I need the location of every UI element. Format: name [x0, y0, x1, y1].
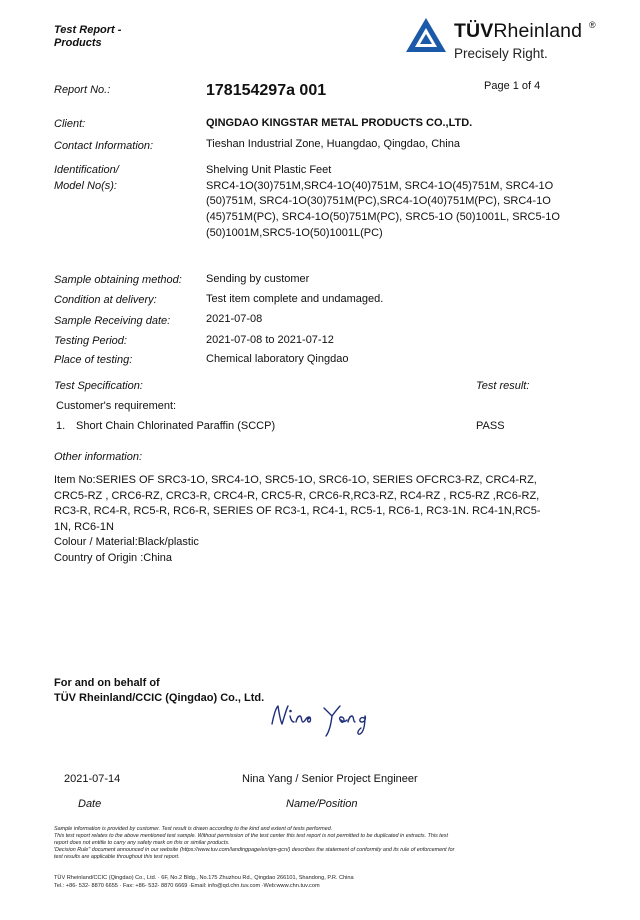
on-behalf-block: [54, 676, 264, 706]
receiving-date-label: Sample Receiving date:: [54, 315, 171, 327]
model-line: SRC4-1O(30)751M,SRC4-1O(40)751M, SRC4-1O(45)751M, SRC4-1O: [206, 179, 554, 192]
model-numbers: [206, 163, 578, 242]
sample-obtaining-value: Sending by customer: [206, 273, 310, 285]
identification-label: [54, 163, 194, 194]
other-info-line: Item No:SERIES OF SRC3-1O, SRC4-1O, SRC5-1O, SRC6-1O, SERIES OFCRC3-RZ, CRC4-RZ,: [54, 474, 537, 486]
product-name: Shelving Unit Plastic Feet: [206, 164, 332, 176]
footer-contact: Tel.: +86- 532- 8870 6655 · Fax: +86- 532- 8870 6669 ·Email: info@qd.chn.tuv.com ·Web:www.chn.tuv.com: [54, 882, 320, 889]
model-line: (50)751M, SRC4-1O(30)751M(PC),SRC4-1O(40)751M(PC), SRC4-1O: [206, 195, 551, 208]
handwritten-signature: [268, 700, 378, 740]
condition-value: Test item complete and undamaged.: [206, 293, 384, 305]
other-info-body: [54, 473, 574, 566]
other-info-line: 1N, RC6-1N: [54, 520, 114, 533]
sample-obtaining-label: Sample obtaining method:: [54, 274, 182, 286]
test-item-name: Short Chain Chlorinated Paraffin (SCCP): [76, 420, 276, 432]
testing-period-value: 2021-07-08 to 2021-07-12: [206, 334, 334, 346]
client-value: QINGDAO KINGSTAR METAL PRODUCTS CO.,LTD.: [206, 117, 473, 129]
customer-requirement: Customer's requirement:: [56, 400, 177, 412]
on-behalf-line2: TÜV Rheinland/CCIC (Qingdao) Co., Ltd.: [54, 692, 265, 704]
logo-brand-rest: Rheinland: [493, 20, 583, 42]
name-position-label: Name/Position: [286, 798, 358, 810]
test-result-label: Test result:: [476, 380, 530, 392]
contact-value: Tieshan Industrial Zone, Huangdao, Qingdao, China: [206, 138, 460, 150]
report-type-title: [54, 24, 174, 50]
identification-label-line1: Identification/: [54, 164, 119, 176]
disclaimer-line: Sample information is provided by customer. Test result is drawn according to the kind and extent of tests performed.: [54, 826, 333, 832]
other-info-line: Colour / Material:Black/plastic: [54, 536, 199, 548]
test-spec-label: Test Specification:: [54, 380, 143, 392]
logo-tagline: Precisely Right.: [454, 46, 548, 61]
place-of-testing-value: Chemical laboratory Qingdao: [206, 353, 349, 365]
other-info-label: Other information:: [54, 451, 143, 463]
logo-brand-bold: TÜV: [454, 20, 494, 42]
footer-address: TÜV Rheinland/CCIC (Qingdao) Co., Ltd. · 6F, No.2 Bldg., No.175 Zhuzhou Rd., Qingdao 266101, Shandong, P.R. China: [54, 875, 354, 881]
other-info-line: CRC5-RZ , CRC6-RZ, CRC3-R, CRC4-R, CRC5-R, CRC6-R,RC3-RZ, RC4-RZ , RC5-RZ ,RC6-RZ,: [54, 489, 540, 502]
signatory-name-value: Nina Yang / Senior Project Engineer: [242, 773, 418, 785]
date-label: Date: [78, 798, 102, 810]
disclaimer-line: This test report relates to the above mentioned test sample. Without permission of the test center this test report is not permitted to be duplicated in extracts. This test: [54, 833, 448, 839]
disclaimer-line: report does not entitle to carry any safety mark on this or similar products.: [54, 840, 230, 846]
tuv-triangle-icon: [404, 16, 448, 56]
disclaimer-line: test results are applicable throughout this test report.: [54, 854, 180, 860]
test-item-result: PASS: [476, 420, 505, 432]
report-number-label: Report No.:: [54, 84, 111, 96]
tuv-logo: [404, 14, 600, 74]
signature-date-value: 2021-07-14: [64, 773, 121, 785]
company-footer: [54, 875, 574, 890]
disclaimer-line: 'Decision Rule" document announced in our website (https://www.tuv.com/landingpage/en/qm-gcn/) describes the statement of conformity and its rule of enforcement for: [54, 847, 455, 853]
identification-label-line2: Model No(s):: [54, 179, 117, 192]
logo-brand: [454, 20, 582, 43]
logo-registered-mark: ®: [589, 20, 596, 30]
receiving-date-value: 2021-07-08: [206, 313, 263, 325]
model-line: (45)751M(PC), SRC4-1O(50)751M(PC), SRC5-1O (50)1001L, SRC5-1O: [206, 211, 560, 224]
test-item-number: 1.: [56, 420, 66, 432]
client-label: Client:: [54, 118, 86, 130]
model-line: (50)1001M,SRC5-1O(50)1001L(PC): [206, 226, 383, 239]
report-type-line1: Test Report -: [54, 24, 122, 36]
on-behalf-line1: For and on behalf of: [54, 677, 160, 689]
testing-period-label: Testing Period:: [54, 335, 127, 347]
report-number-value: 178154297a 001: [206, 82, 327, 99]
condition-label: Condition at delivery:: [54, 294, 157, 306]
page-indicator: Page 1 of 4: [484, 80, 541, 92]
place-of-testing-label: Place of testing:: [54, 354, 133, 366]
other-info-line: RC3-R, RC4-R, RC5-R, RC6-R, SERIES OF RC3-1, RC4-1, RC5-1, RC6-1, RC3-1N. RC4-1N,RC5-: [54, 505, 541, 517]
contact-label: Contact Information:: [54, 140, 154, 152]
report-type-line2: Products: [54, 37, 102, 49]
disclaimer-block: [54, 826, 574, 861]
other-info-line: Country of Origin :China: [54, 551, 172, 564]
